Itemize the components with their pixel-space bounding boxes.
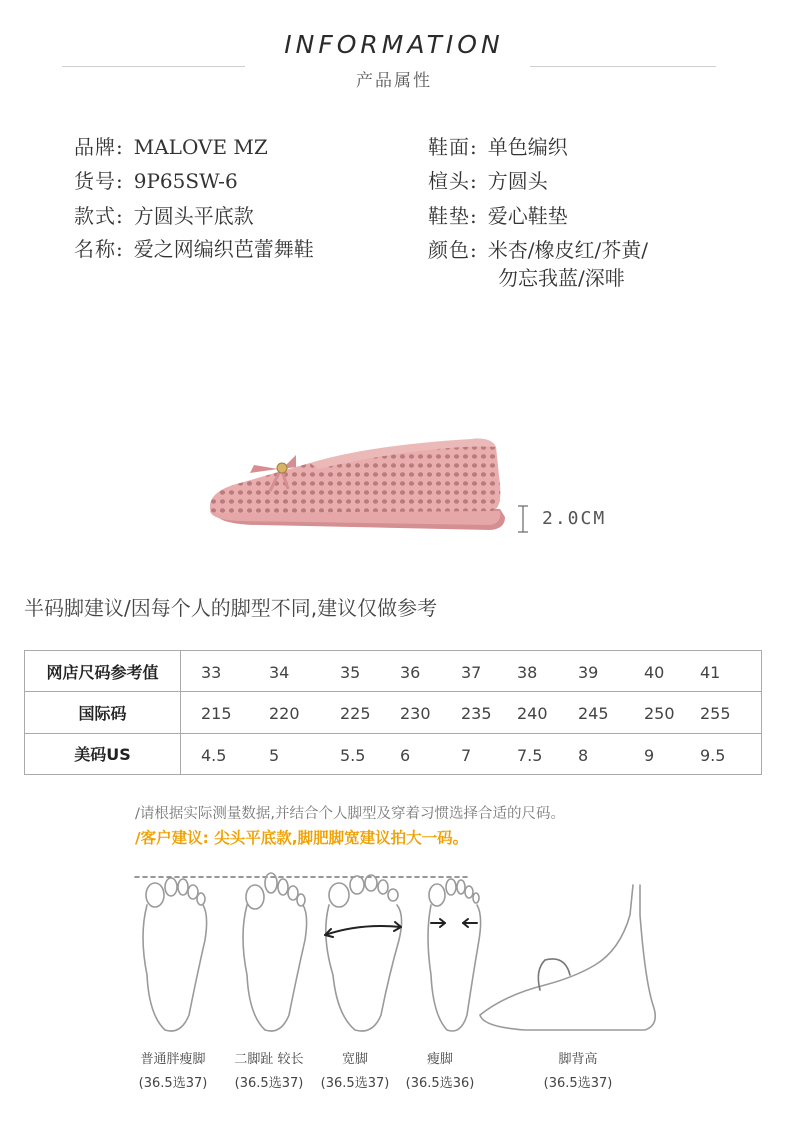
row-values	[181, 692, 762, 733]
table-cell: 245	[578, 704, 609, 724]
page-subtitle: 产品属性	[356, 71, 432, 91]
table-cell: 7.5	[517, 745, 543, 765]
attribute-color	[428, 237, 648, 263]
foot-long-second-toe-icon	[243, 873, 307, 1031]
foot-range: (36.5选37)	[543, 1076, 613, 1091]
foot-label: 普通胖瘦脚	[140, 1052, 206, 1067]
table-cell: 35	[340, 663, 361, 682]
table-cell: 220	[269, 704, 300, 724]
foot-label: 脚背高	[558, 1052, 598, 1067]
row-values	[181, 733, 762, 774]
attribute-value: 米杏/橡皮红/芥黄/	[487, 238, 648, 262]
table-cell: 9	[644, 745, 655, 765]
attribute-key: 名称:	[74, 237, 124, 261]
heel-height-label: 2.0CM	[542, 508, 607, 529]
attribute-value: 9P65SW-6	[133, 169, 238, 193]
page-title: INFORMATION	[284, 30, 504, 59]
foot-wide-icon	[325, 875, 402, 1031]
table-cell: 235	[461, 704, 492, 724]
foot-label: 二脚趾 较长	[234, 1052, 304, 1067]
row-header: 网店尺码参考值	[25, 651, 181, 692]
table-cell: 39	[578, 663, 599, 682]
foot-narrow-icon	[428, 879, 481, 1031]
attribute-key: 款式:	[74, 204, 124, 228]
attribute-value: 爱心鞋垫	[487, 204, 568, 228]
table-cell: 6	[400, 745, 411, 765]
table-row	[25, 692, 762, 733]
row-header: 国际码	[25, 692, 181, 733]
attribute-key: 货号:	[74, 169, 124, 193]
foot-range: (36.5选36)	[405, 1076, 475, 1091]
attribute-value: 方圆头平底款	[133, 204, 254, 228]
attribute-key: 颜色:	[428, 238, 478, 262]
attribute-key: 楦头:	[428, 169, 478, 193]
table-cell: 36	[400, 663, 421, 682]
table-cell: 250	[644, 704, 675, 724]
row-header: 美码US	[25, 733, 181, 774]
table-cell: 5.5	[340, 745, 366, 765]
foot-range: (36.5选37)	[320, 1076, 390, 1091]
table-cell: 7	[461, 745, 472, 765]
table-cell: 230	[400, 704, 431, 724]
foot-label: 宽脚	[341, 1052, 368, 1067]
foot-label: 瘦脚	[426, 1052, 453, 1067]
table-cell: 41	[700, 663, 721, 682]
table-cell: 38	[517, 663, 538, 682]
foot-high-instep-icon	[480, 885, 655, 1030]
foot-range: (36.5选37)	[138, 1076, 208, 1091]
table-cell: 215	[201, 704, 232, 724]
table-cell: 225	[340, 704, 371, 724]
attribute-value: 方圆头	[487, 169, 548, 193]
customer-advice-note: /客户建议: 尖头平底款,脚肥脚宽建议拍大一码。	[135, 829, 469, 847]
table-cell: 33	[201, 663, 222, 682]
attribute-key: 品牌:	[74, 135, 124, 159]
attribute-brand	[74, 134, 268, 160]
attribute-value: 爱之网编织芭蕾舞鞋	[133, 237, 314, 261]
attribute-upper	[428, 134, 568, 160]
attribute-value: MALOVE MZ	[133, 135, 268, 159]
attribute-name	[74, 236, 314, 262]
attribute-insole	[428, 203, 568, 229]
table-cell: 8	[578, 745, 589, 765]
table-cell: 5	[269, 745, 280, 765]
table-cell: 40	[644, 663, 665, 682]
attribute-key: 鞋面:	[428, 135, 478, 159]
shoe-image	[200, 425, 520, 550]
table-cell: 37	[461, 663, 482, 682]
measurement-note: /请根据实际测量数据,并结合个人脚型及穿着习惯选择合适的尺码。	[135, 806, 565, 822]
attribute-color-continued: 勿忘我蓝/深啡	[498, 266, 625, 290]
table-cell: 4.5	[201, 745, 227, 765]
table-cell: 240	[517, 704, 548, 724]
foot-range: (36.5选37)	[234, 1076, 304, 1091]
attribute-key: 鞋垫:	[428, 204, 478, 228]
row-values	[181, 651, 762, 692]
foot-shapes-illustration	[125, 865, 665, 1045]
height-marker-icon	[515, 504, 531, 534]
foot-normal-icon	[143, 878, 207, 1031]
attribute-value: 单色编织	[487, 135, 568, 159]
attribute-style	[74, 203, 254, 229]
table-cell: 34	[269, 663, 290, 682]
table-cell: 9.5	[700, 745, 726, 765]
table-row	[25, 651, 762, 692]
attribute-last	[428, 168, 548, 194]
table-cell: 255	[700, 704, 731, 724]
attribute-item-number	[74, 168, 238, 194]
size-table	[24, 650, 762, 775]
size-advice: 半码脚建议/因每个人的脚型不同,建议仅做参考	[24, 596, 438, 620]
table-row	[25, 733, 762, 774]
